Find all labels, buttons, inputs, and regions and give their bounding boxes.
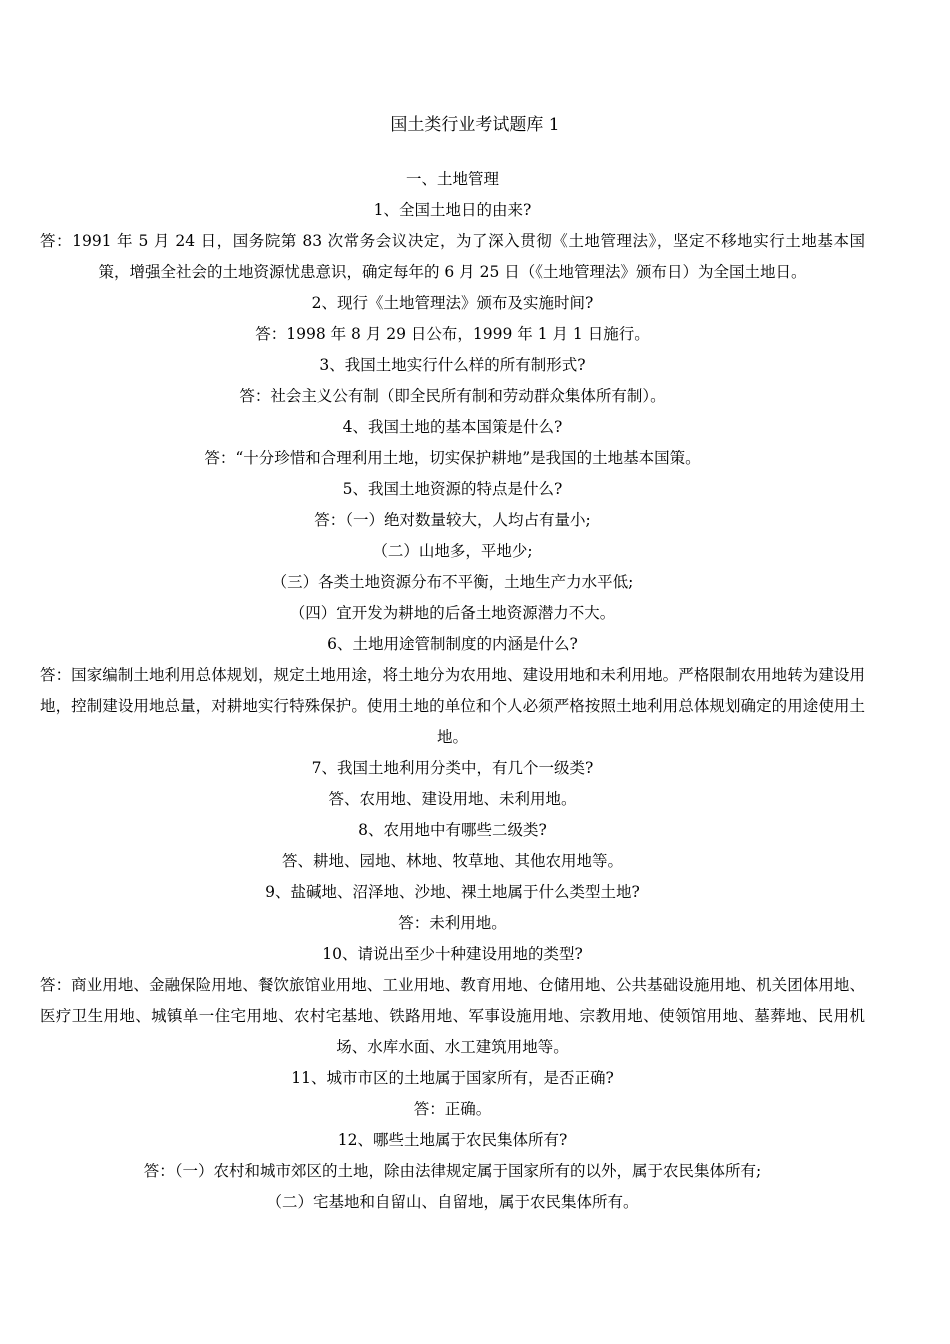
answer-4: 答：“十分珍惜和合理利用土地，切实保护耕地”是我国的土地基本国策。 bbox=[204, 449, 701, 467]
question-6: 6、土地用途管制制度的内涵是什么? bbox=[327, 635, 578, 653]
answer-12-item-1: 答：（一）农村和城市郊区的土地，除由法律规定属于国家所有的以外，属于农民集体所有; bbox=[143, 1162, 762, 1180]
answer-7: 答、农用地、建设用地、未利用地。 bbox=[328, 790, 577, 808]
question-7: 7、我国土地利用分类中，有几个一级类? bbox=[311, 759, 594, 777]
answer-3: 答：社会主义公有制（即全民所有制和劳动群众集体所有制）。 bbox=[239, 387, 666, 405]
question-5: 5、我国土地资源的特点是什么? bbox=[342, 480, 563, 498]
question-3: 3、我国土地实行什么样的所有制形式? bbox=[319, 356, 586, 374]
question-1: 1、全国土地日的由来? bbox=[373, 201, 532, 219]
question-9: 9、盐碱地、沼泽地、沙地、裸土地属于什么类型土地? bbox=[265, 883, 640, 901]
question-11: 11、城市市区的土地属于国家所有，是否正确? bbox=[291, 1069, 614, 1087]
answer-12-item-2: （二）宅基地和自留山、自留地，属于农民集体所有。 bbox=[266, 1193, 639, 1211]
section-heading: 一、土地管理 bbox=[405, 170, 499, 188]
answer-5-item-2: （二）山地多，平地少; bbox=[372, 542, 533, 560]
question-4: 4、我国土地的基本国策是什么? bbox=[342, 418, 563, 436]
answer-11: 答：正确。 bbox=[413, 1100, 492, 1118]
question-2: 2、现行《土地管理法》颁布及实施时间? bbox=[311, 294, 594, 312]
question-8: 8、农用地中有哪些二级类? bbox=[358, 821, 547, 839]
answer-1: 答：1991 年 5 月 24 日，国务院第 83 次常务会议决定，为了深入贯彻《土地管理法》，坚定不移地实行土地基本国策，增强全社会的土地资源忧患意识，确定每年的 6 月 25 日（《土地管理法》颁布日）为全国土地日。 bbox=[40, 232, 865, 281]
answer-9: 答：未利用地。 bbox=[398, 914, 507, 932]
answer-6: 答：国家编制土地利用总体规划，规定土地用途，将土地分为农用地、建设用地和未利用地。严格限制农用地转为建设用地，控制建设用地总量，对耕地实行特殊保护。使用土地的单位和个人必须严格按照土地利用总体规划确定的用途使用土地。 bbox=[40, 666, 865, 746]
answer-5-item-3: （三）各类土地资源分布不平衡，土地生产力水平低; bbox=[271, 573, 634, 591]
answer-8: 答、耕地、园地、林地、牧草地、其他农用地等。 bbox=[281, 852, 623, 870]
answer-5-item-1: 答：（一）绝对数量较大，人均占有量小; bbox=[314, 511, 591, 529]
answer-2: 答：1998 年 8 月 29 日公布，1999 年 1 月 1 日施行。 bbox=[255, 325, 650, 343]
document-title: 国土类行业考试题库 1 bbox=[390, 115, 560, 135]
document-body bbox=[40, 164, 865, 1218]
question-12: 12、哪些土地属于农民集体所有? bbox=[337, 1131, 568, 1149]
answer-10: 答：商业用地、金融保险用地、餐饮旅馆业用地、工业用地、教育用地、仓储用地、公共基础设施用地、机关团体用地、医疗卫生用地、城镇单一住宅用地、农村宅基地、铁路用地、军事设施用地、宗教用地、使领馆用地、墓葬地、民用机场、水库水面、水工建筑用地等。 bbox=[40, 976, 865, 1056]
answer-5-item-4: （四）宜开发为耕地的后备土地资源潜力不大。 bbox=[289, 604, 616, 622]
question-10: 10、请说出至少十种建设用地的类型? bbox=[322, 945, 583, 963]
